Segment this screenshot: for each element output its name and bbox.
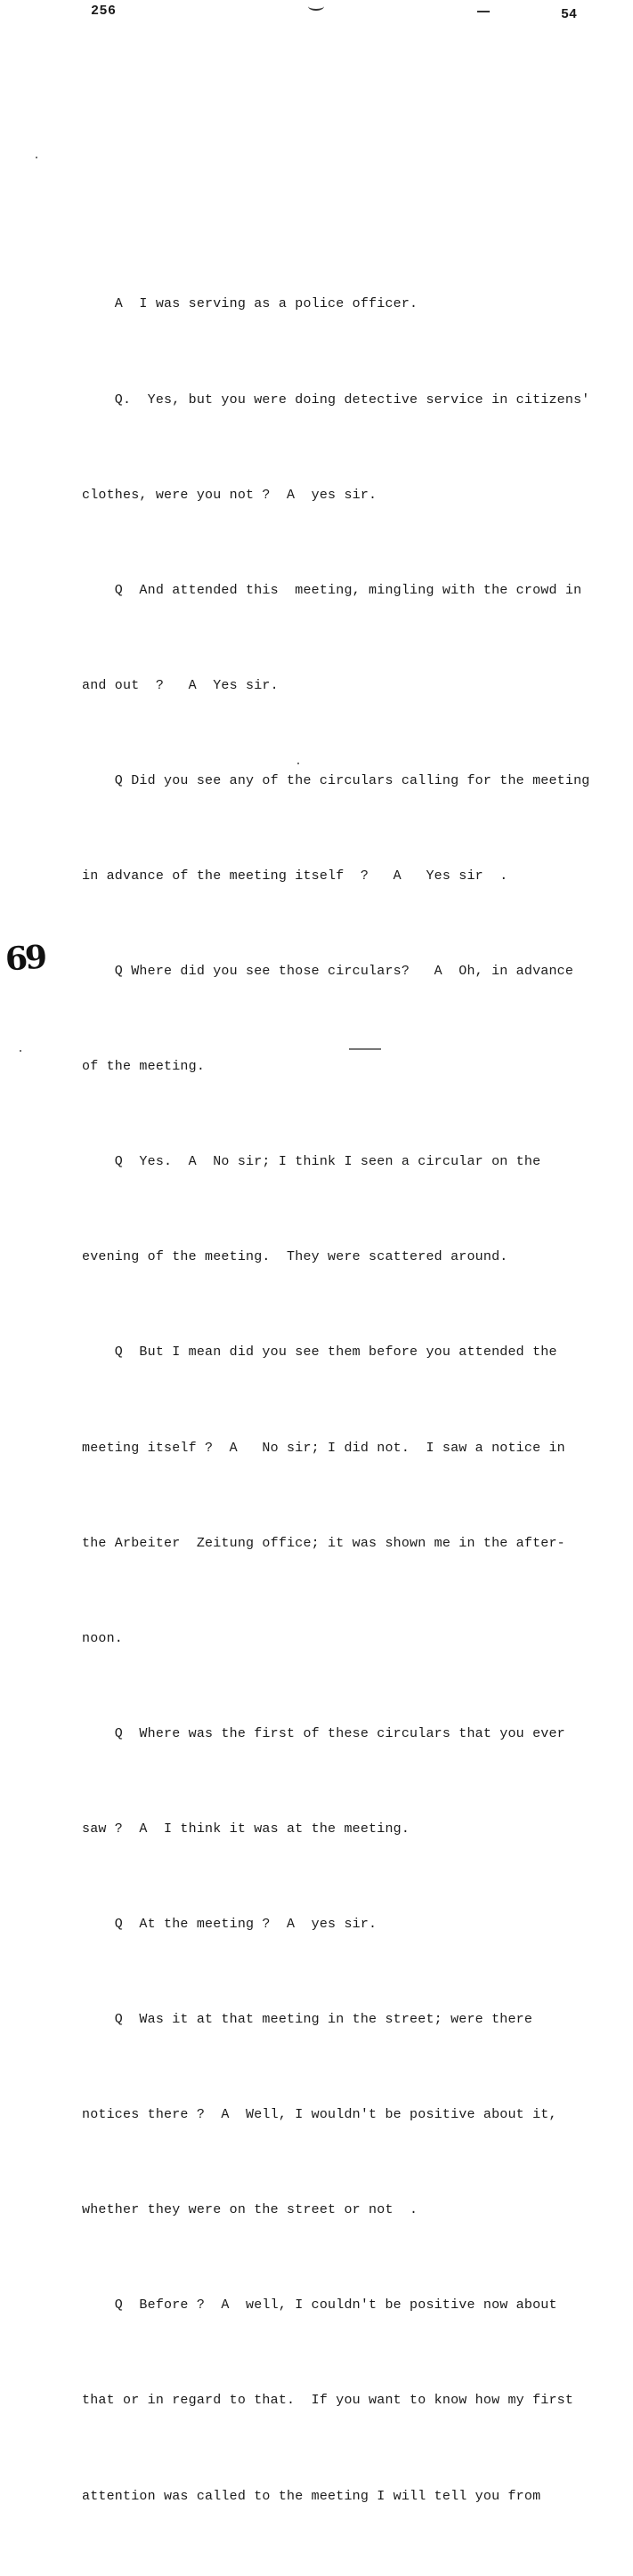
transcript-line: Q Before ? A well, I couldn't be positive now about xyxy=(82,2297,557,2314)
transcript-line: that or in regard to that. If you want to know how my first xyxy=(82,2393,574,2409)
ink-smudge-mark xyxy=(308,2,324,11)
transcript-line: A I was serving as a police officer. xyxy=(82,296,418,312)
page-number-left: 256 xyxy=(91,4,117,19)
transcript-line: meeting itself ? A No sir; I did not. I saw a notice in xyxy=(82,1440,565,1456)
handwritten-margin-number: 69 xyxy=(4,938,46,979)
transcript-line: and out ? A Yes sir. xyxy=(82,677,279,693)
transcript-line: in advance of the meeting itself ? A Yes sir . xyxy=(82,868,508,884)
ink-dash-mark xyxy=(477,11,490,12)
transcript-line: Q Did you see any of the circulars calling for the meeting xyxy=(82,772,590,788)
page-number-right: 54 xyxy=(561,7,578,22)
transcript-line: of the meeting. xyxy=(82,1059,206,1075)
transcript-line: noon. xyxy=(82,1630,124,1646)
transcript-line: whether they were on the street or not . xyxy=(82,2202,418,2218)
ink-speck xyxy=(20,1050,21,1052)
transcript-line: Q Where did you see those circulars? A Oh, in advance xyxy=(82,964,574,980)
transcript-line: Q. Yes, but you were doing detective service in citizens' xyxy=(82,392,590,408)
transcript-line: Q Where was the first of these circulars that you ever xyxy=(82,1725,565,1741)
ink-speck xyxy=(36,157,37,158)
transcript-body xyxy=(82,225,616,2576)
transcript-line: evening of the meeting. They were scattered around. xyxy=(82,1249,508,1265)
transcript-line: attention was called to the meeting I will tell you from xyxy=(82,2488,541,2504)
transcript-line: Q Was it at that meeting in the street; were there xyxy=(82,2012,533,2028)
ink-dash-mark xyxy=(349,1048,381,1050)
transcript-line: notices there ? A Well, I wouldn't be positive about it, xyxy=(82,2107,557,2123)
transcript-line: Q Yes. A No sir; I think I seen a circular on the xyxy=(82,1154,541,1170)
transcript-line: the Arbeiter Zeitung office; it was shown me in the after- xyxy=(82,1535,565,1551)
transcript-line: saw ? A I think it was at the meeting. xyxy=(82,1821,410,1837)
transcript-line: Q At the meeting ? A yes sir. xyxy=(82,1917,377,1932)
transcript-line: clothes, were you not ? A yes sir. xyxy=(82,487,377,503)
transcript-line: Q But I mean did you see them before you attended the xyxy=(82,1345,557,1361)
transcript-line: Q And attended this meeting, mingling with the crowd in xyxy=(82,582,582,598)
